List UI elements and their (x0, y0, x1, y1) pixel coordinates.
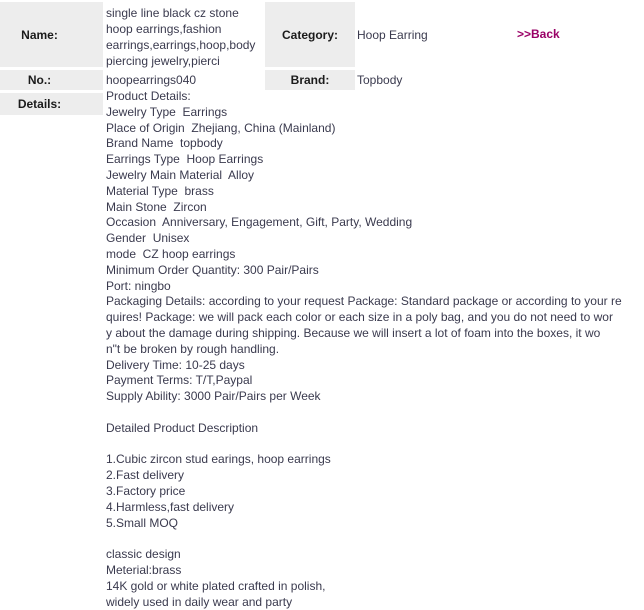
text-line: Occasion Anniversary, Engagement, Gift, Party, Wedding (106, 215, 644, 231)
details-text (106, 89, 644, 600)
text-line: 2.Fast delivery (106, 468, 644, 484)
no-label: No.: (28, 73, 51, 87)
text-line: Brand Name topbody (106, 136, 644, 152)
text-line: single line black cz stone (106, 5, 265, 21)
text-line: 3.Factory price (106, 484, 644, 500)
brand-label: Brand: (291, 73, 330, 87)
name-label-cell (0, 2, 103, 67)
brand-value: Topbody (357, 73, 402, 87)
text-line: Main Stone Zircon (106, 200, 644, 216)
text-line: Detailed Product Description (106, 421, 644, 437)
text-line: 4.Harmless,fast delivery (106, 500, 644, 516)
text-line: mode CZ hoop earrings (106, 247, 644, 263)
text-line: widely used in daily wear and party (106, 595, 644, 610)
text-line: 5.Small MOQ (106, 516, 644, 532)
text-line (106, 437, 644, 453)
text-line: Jewelry Main Material Alloy (106, 168, 644, 184)
text-line: classic design (106, 547, 644, 563)
text-line: Packaging Details: according to your request Package: Standard package or according to your re (106, 294, 644, 310)
category-label-cell (265, 2, 355, 67)
brand-label-cell (265, 70, 355, 90)
details-label-cell (0, 93, 103, 115)
text-line: Payment Terms: T/T,Paypal (106, 373, 644, 389)
text-line: Meterial:brass (106, 563, 644, 579)
text-line: quires! Package: we will pack each color or each size in a poly bag, and you do not need to wor (106, 310, 644, 326)
text-line: 1.Cubic zircon stud earings, hoop earrings (106, 452, 644, 468)
text-line: Supply Ability: 3000 Pair/Pairs per Week (106, 389, 644, 405)
text-line (106, 405, 644, 421)
back-link[interactable]: >>Back (517, 27, 560, 41)
text-line: Material Type brass (106, 184, 644, 200)
text-line: hoop earrings,fashion (106, 21, 265, 37)
category-label: Category: (282, 28, 338, 42)
text-line: n"t be broken by rough handling. (106, 342, 644, 358)
text-line: earrings,earrings,hoop,body (106, 37, 265, 53)
no-value: hoopearrings040 (106, 73, 196, 87)
text-line: piercing jewelry,pierci (106, 53, 265, 69)
text-line: Gender Unisex (106, 231, 644, 247)
text-line: Earrings Type Hoop Earrings (106, 152, 644, 168)
text-line: Jewelry Type Earrings (106, 105, 644, 121)
details-label: Details: (18, 97, 61, 111)
text-line: Product Details: (106, 89, 644, 105)
no-label-cell (0, 70, 103, 90)
category-value: Hoop Earring (357, 28, 428, 42)
text-line: y about the damage during shipping. Because we will insert a lot of foam into the boxes, it wo (106, 326, 644, 342)
text-line (106, 531, 644, 547)
name-value (106, 5, 265, 69)
text-line: Port: ningbo (106, 279, 644, 295)
name-label: Name: (21, 28, 58, 42)
text-line: Minimum Order Quantity: 300 Pair/Pairs (106, 263, 644, 279)
text-line: 14K gold or white plated crafted in polish, (106, 579, 644, 595)
text-line: Place of Origin Zhejiang, China (Mainland) (106, 121, 644, 137)
text-line: Delivery Time: 10-25 days (106, 358, 644, 374)
